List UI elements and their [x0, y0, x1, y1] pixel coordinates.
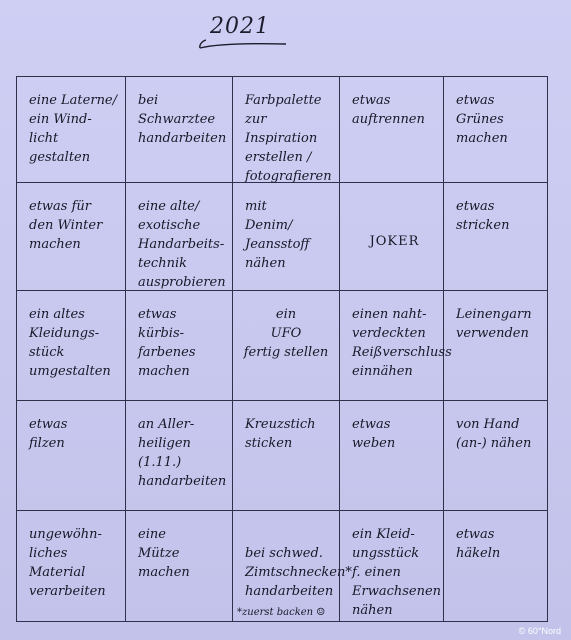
bingo-cell: etwas filzen	[17, 401, 126, 511]
bingo-cell: ein altes Kleidungs- stück umgestalten	[17, 291, 126, 401]
bingo-cell: einen naht- verdeckten Reißverschluss einnähen	[340, 291, 444, 401]
bingo-cell: ungewöhn- liches Material verarbeiten	[17, 511, 126, 622]
bingo-cell: eine alte/ exotische Handarbeits- technik ausprobieren	[126, 183, 233, 291]
bingo-cell: Kreuzstich sticken	[233, 401, 340, 511]
title-underline	[196, 38, 292, 52]
page-title: 2021	[210, 14, 270, 39]
watermark: © 60°Nord	[518, 626, 561, 636]
bingo-cell-text: bei schwed. Zimtschnecken* handarbeiten	[245, 546, 352, 599]
bingo-cell: etwas kürbis- farbenes machen	[126, 291, 233, 401]
bingo-cell: eine Mütze machen	[126, 511, 233, 622]
bingo-cell: Leinengarn verwenden	[444, 291, 548, 401]
bingo-cell: Farbpalette zur Inspiration erstellen / fotografieren	[233, 77, 340, 183]
bingo-cell: eine Laterne/ ein Wind- licht gestalten	[17, 77, 126, 183]
bingo-cell: an Aller- heiligen (1.11.) handarbeiten	[126, 401, 233, 511]
bingo-cell: etwas häkeln	[444, 511, 548, 622]
bingo-cell: von Hand (an-) nähen	[444, 401, 548, 511]
bingo-cell: etwas für den Winter machen	[17, 183, 126, 291]
bingo-cell: ein Kleid- ungsstück f. einen Erwachsenen nähen	[340, 511, 444, 622]
bingo-cell-joker: JOKER	[340, 183, 444, 291]
bingo-cell: mit Denim/ Jeansstoff nähen	[233, 183, 340, 291]
bingo-cell: etwas weben	[340, 401, 444, 511]
bingo-cell: ein UFO fertig stellen	[233, 291, 340, 401]
bingo-cell: etwas stricken	[444, 183, 548, 291]
bingo-grid	[16, 76, 548, 622]
bingo-cell: etwas auftrennen	[340, 77, 444, 183]
bingo-cell: bei Schwarztee handarbeiten	[126, 77, 233, 183]
bingo-cell-zimtschnecken	[233, 511, 352, 622]
bingo-cell: etwas Grünes machen	[444, 77, 548, 183]
footnote: *zuerst backen ☺	[237, 607, 326, 618]
